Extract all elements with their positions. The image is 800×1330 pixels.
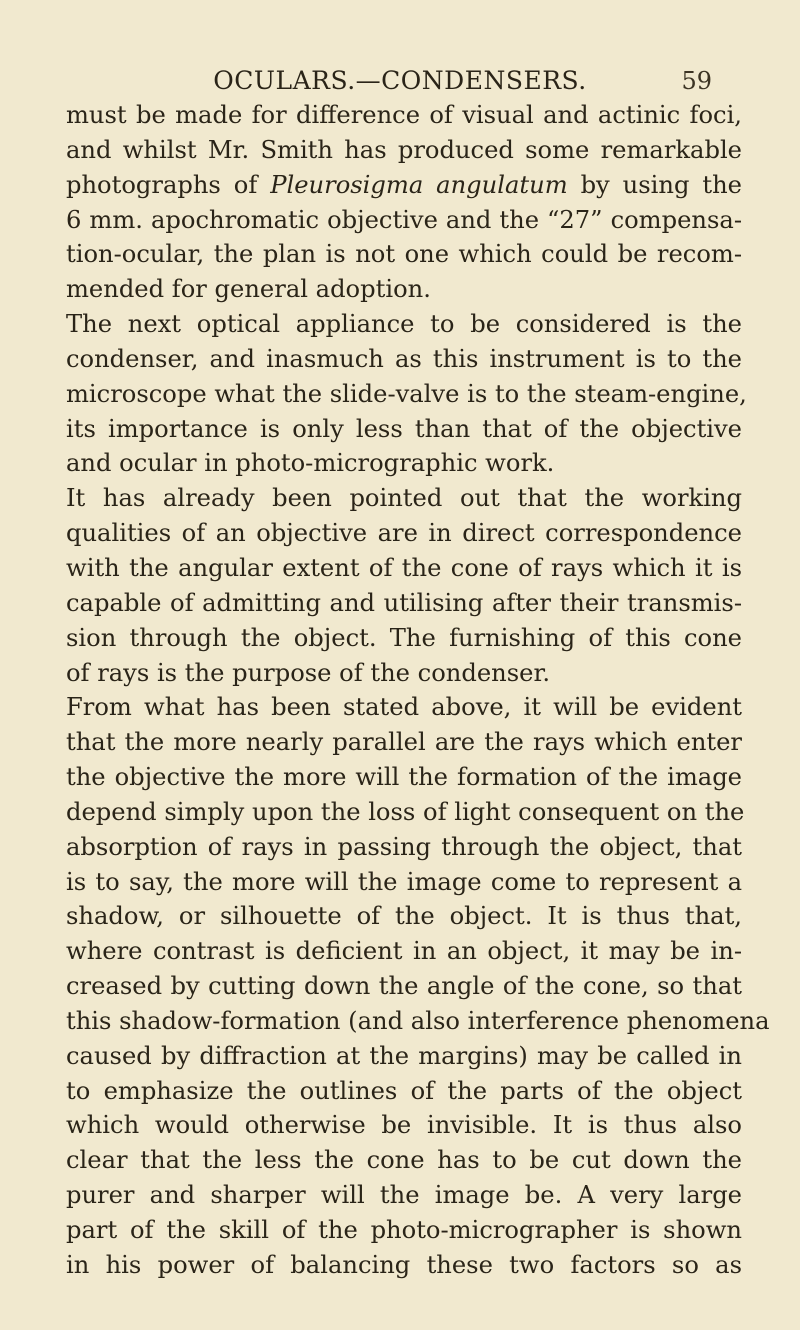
- text-run: purer and sharper will the image be. A very large: [66, 1181, 742, 1210]
- text-run: and ocular in photo-micrographic work.: [66, 449, 555, 478]
- text-line: [66, 342, 742, 377]
- text-line: [66, 899, 742, 934]
- text-line: [66, 830, 742, 865]
- running-head: [0, 66, 800, 96]
- text-run: microscope what the slide-valve is to the steam-engine,: [66, 379, 747, 408]
- text-run: the objective the more will the formation of the image: [66, 763, 742, 792]
- text-line: [66, 272, 742, 307]
- text-run: with the angular extent of the cone of rays which it is: [66, 553, 742, 582]
- text-run: is to say, the more will the image come to represent a: [66, 867, 742, 896]
- text-line: [66, 656, 742, 691]
- text-line: [66, 690, 742, 725]
- text-run: which would otherwise be invisible. It is thus also: [66, 1111, 742, 1140]
- text-line: [66, 133, 742, 168]
- text-line: [66, 760, 742, 795]
- text-run: caused by diffraction at the margins) may be called in: [66, 1041, 742, 1070]
- text-run: photographs of: [66, 170, 271, 199]
- text-line: [66, 412, 742, 447]
- text-run: where contrast is deficient in an object, it may be in-: [66, 937, 742, 966]
- text-line: [66, 1143, 742, 1178]
- text-run: qualities of an objective are in direct correspondence: [66, 519, 742, 548]
- text-run: part of the skill of the photo-micrographer is shown: [66, 1216, 742, 1244]
- page-number: 59: [681, 67, 712, 95]
- text-run: From what has been stated above, it will be evident: [66, 693, 742, 722]
- text-run: It has already been pointed out that the working: [66, 484, 742, 513]
- text-line: [66, 516, 742, 551]
- text-line: [66, 865, 742, 900]
- text-run: depend simply upon the loss of light consequent on the: [66, 797, 745, 826]
- text-run: absorption of rays in passing through the object, that: [66, 832, 742, 861]
- text-run: sion through the object. The furnishing of this cone: [66, 623, 742, 652]
- text-line: [66, 1004, 770, 1039]
- text-run: that the more nearly parallel are the rays which enter: [66, 728, 742, 757]
- text-run: must be made for difference of visual and actinic foci,: [66, 101, 742, 129]
- body-text: [66, 98, 770, 1283]
- text-line: [66, 1248, 742, 1283]
- text-run: condenser, and inasmuch as this instrument is to the: [66, 344, 742, 373]
- text-line: [66, 586, 742, 621]
- text-run: and whilst Mr. Smith has produced some remarkable: [66, 135, 742, 164]
- text-line: [66, 795, 745, 830]
- text-line: [66, 969, 742, 1004]
- text-run: capable of admitting and utilising after their transmis-: [66, 588, 742, 617]
- text-line: [66, 1108, 742, 1143]
- text-line: [66, 621, 742, 656]
- text-line: [66, 481, 742, 516]
- text-run: this shadow-formation (and also interference phenomena: [66, 1006, 770, 1035]
- text-run: shadow, or silhouette of the object. It is thus that,: [66, 902, 742, 931]
- text-run: of rays is the purpose of the condenser.: [66, 658, 551, 687]
- text-line: [66, 551, 742, 586]
- text-line: [66, 377, 747, 412]
- text-line: [66, 203, 742, 238]
- text-run: clear that the less the cone has to be cut down the: [66, 1146, 742, 1175]
- text-run: in his power of balancing these two factors so as: [66, 1250, 742, 1279]
- text-line: [66, 1039, 742, 1074]
- text-run: The next optical appliance to be considered is the: [66, 310, 742, 339]
- text-line: [66, 725, 742, 760]
- text-line: [66, 307, 742, 342]
- text-run: its importance is only less than that of the objective: [66, 414, 742, 443]
- text-run: mended for general adoption.: [66, 275, 431, 304]
- text-run: creased by cutting down the angle of the cone, so that: [66, 972, 742, 1001]
- text-line: [66, 1074, 742, 1109]
- text-line: [66, 934, 742, 969]
- text-line: [66, 168, 742, 203]
- running-title: OCULARS.—CONDENSERS.: [213, 66, 587, 95]
- text-line: [66, 98, 742, 133]
- text-run: 6 mm. apochromatic objective and the “27” compensa-: [66, 205, 742, 234]
- text-run: by using the: [567, 170, 742, 199]
- text-run: tion-ocular, the plan is not one which could be recom-: [66, 240, 742, 269]
- text-line: [66, 1213, 742, 1248]
- text-line: [66, 446, 742, 481]
- text-line: [66, 237, 742, 272]
- text-run: to emphasize the outlines of the parts of the object: [66, 1076, 742, 1105]
- text-line: [66, 1178, 742, 1213]
- italic-species-name: Pleurosigma angulatum: [270, 170, 568, 199]
